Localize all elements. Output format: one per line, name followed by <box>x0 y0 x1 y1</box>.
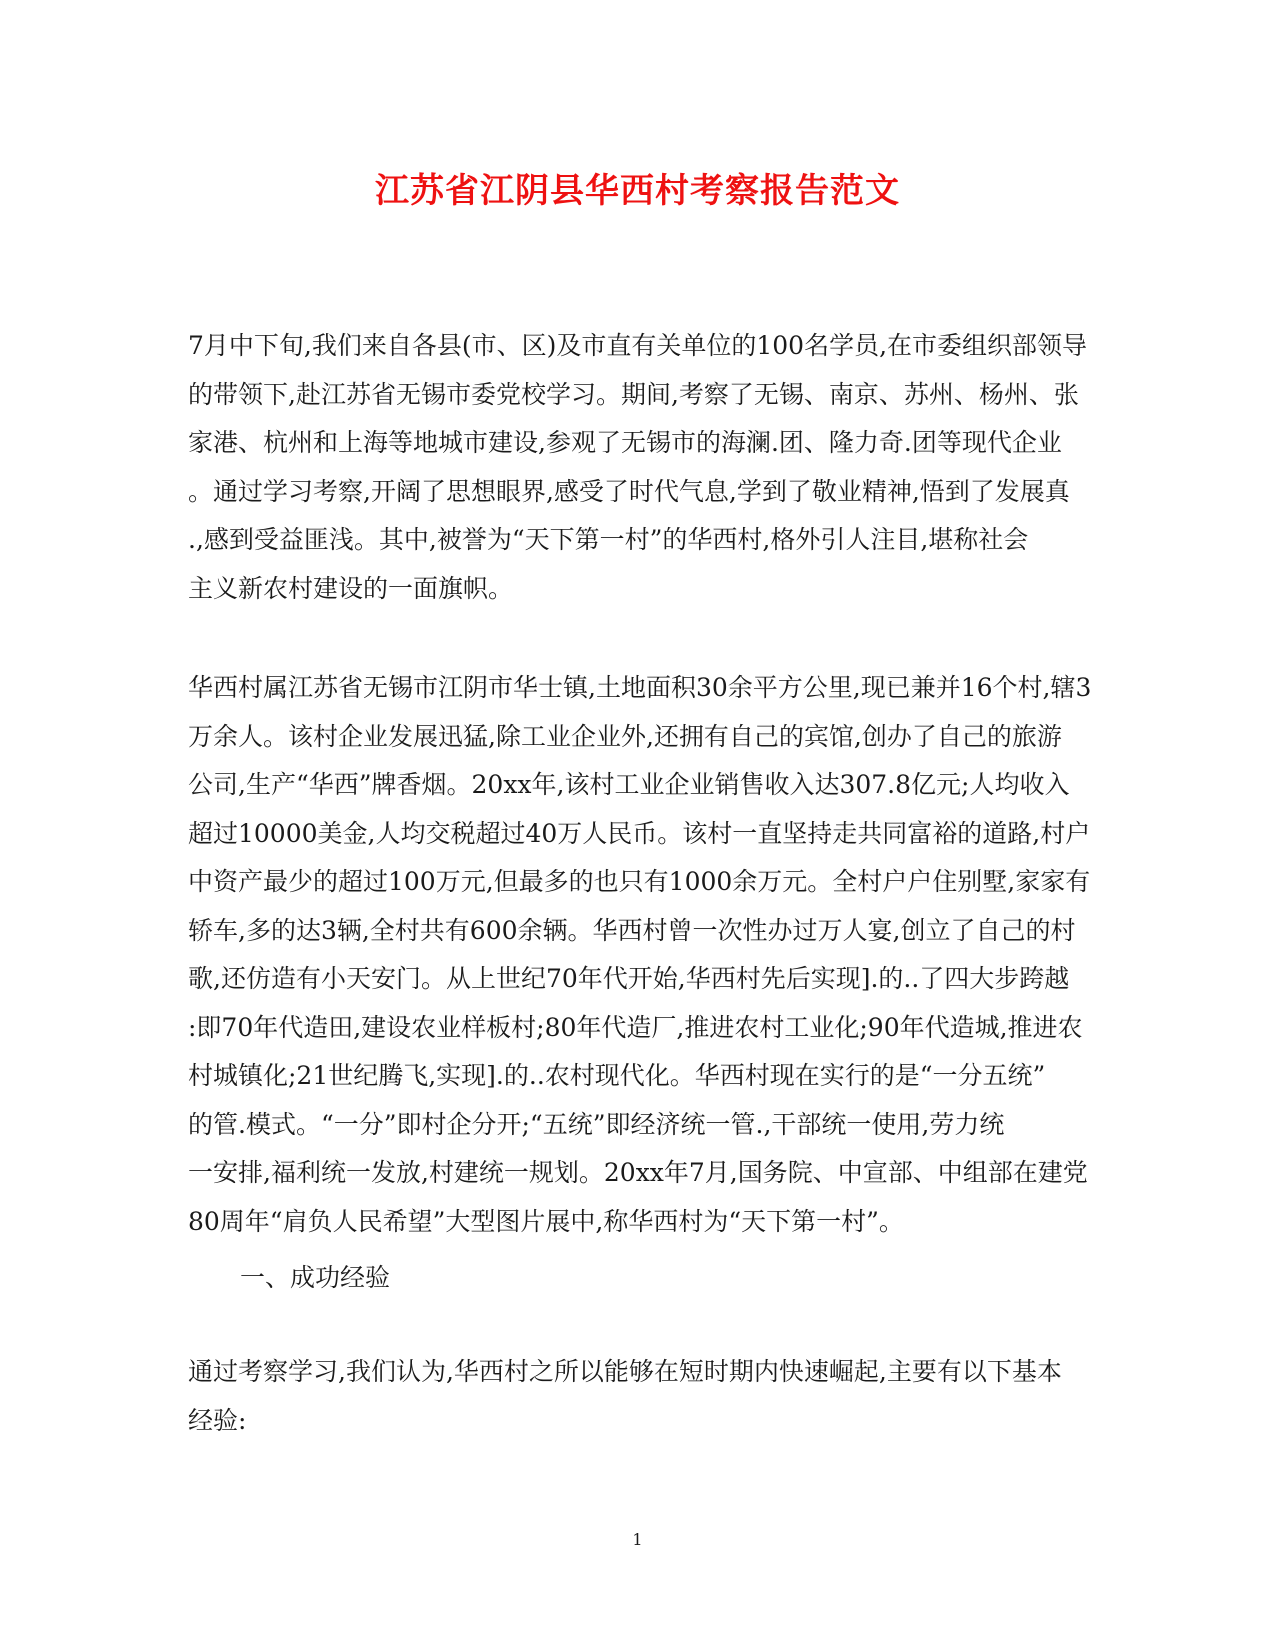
paragraph-line: 超过10000美金,人均交税超过40万人民币。该村一直坚持走共同富裕的道路,村户 <box>188 818 1091 848</box>
page-number: 1 <box>632 1530 643 1549</box>
paragraph-line: .,感到受益匪浅。其中,被誉为“天下第一村”的华西村,格外引人注目,堪称社会 <box>188 525 1029 554</box>
paragraph-line: 经验: <box>188 1405 247 1435</box>
paragraph-line: 的管.模式。“一分”即村企分开;“五统”即经济统一管.,干部统一使用,劳力统 <box>188 1109 1005 1139</box>
paragraph-line: 家港、杭州和上海等地城市建设,参观了无锡市的海澜.团、隆力奇.团等现代企业 <box>188 428 1062 457</box>
paragraph-line: 主义新农村建设的一面旗帜。 <box>188 573 514 603</box>
paragraph-line: 村城镇化;21世纪腾飞,实现].的..农村现代化。华西村现在实行的是“一分五统” <box>188 1061 1046 1090</box>
paragraph-line: 歌,还仿造有小天安门。从上世纪70年代开始,华西村先后实现].的..了四大步跨越 <box>188 964 1070 993</box>
paragraph-intro <box>188 322 1088 613</box>
paragraph-line: 轿车,多的达3辆,全村共有600余辆。华西村曾一次性办过万人宴,创立了自己的村 <box>188 915 1076 945</box>
paragraph-line: 一安排,福利统一发放,村建统一规划。20xx年7月,国务院、中宣部、中组部在建党 <box>188 1158 1088 1187</box>
section-heading-text: 一、成功经验 <box>240 1263 391 1292</box>
paragraph-line: 的带领下,赴江苏省无锡市委党校学习。期间,考察了无锡、南京、苏州、杨州、张 <box>188 379 1079 409</box>
document-title: 江苏省江阴县华西村考察报告范文 <box>375 171 900 211</box>
paragraph-line: 中资产最少的超过100万元,但最多的也只有1000余万元。全村户户住别墅,家家有 <box>188 867 1091 896</box>
paragraph-line: 公司,生产“华西”牌香烟。20xx年,该村工业企业销售收入达307.8亿元;人均收入 <box>188 770 1070 799</box>
paragraph-line: 万余人。该村企业发展迅猛,除工业企业外,还拥有自己的宾馆,创办了自己的旅游 <box>188 721 1062 751</box>
paragraph-line: 华西村属江苏省无锡市江阴市华士镇,土地面积30余平方公里,现已兼并16个村,辖3 <box>188 673 1092 702</box>
section-heading <box>240 1254 1140 1303</box>
paragraph-huaxi-overview <box>188 664 1092 1246</box>
paragraph-line: 80周年“肩负人民希望”大型图片展中,称华西村为“天下第一村”。 <box>188 1206 904 1236</box>
paragraph-line: :即70年代造田,建设农业样板村;80年代造厂,推进农村工业化;90年代造城,推进农 <box>188 1012 1083 1042</box>
paragraph-line: 。通过学习考察,开阔了思想眼界,感受了时代气息,学到了敬业精神,悟到了发展真 <box>188 476 1070 506</box>
paragraph-line: 7月中下旬,我们来自各县(市、区)及市直有关单位的100名学员,在市委组织部领导 <box>188 331 1088 360</box>
paragraph-experience-intro <box>188 1348 1088 1445</box>
paragraph-line: 通过考察学习,我们认为,华西村之所以能够在短时期内快速崛起,主要有以下基本 <box>188 1357 1062 1386</box>
